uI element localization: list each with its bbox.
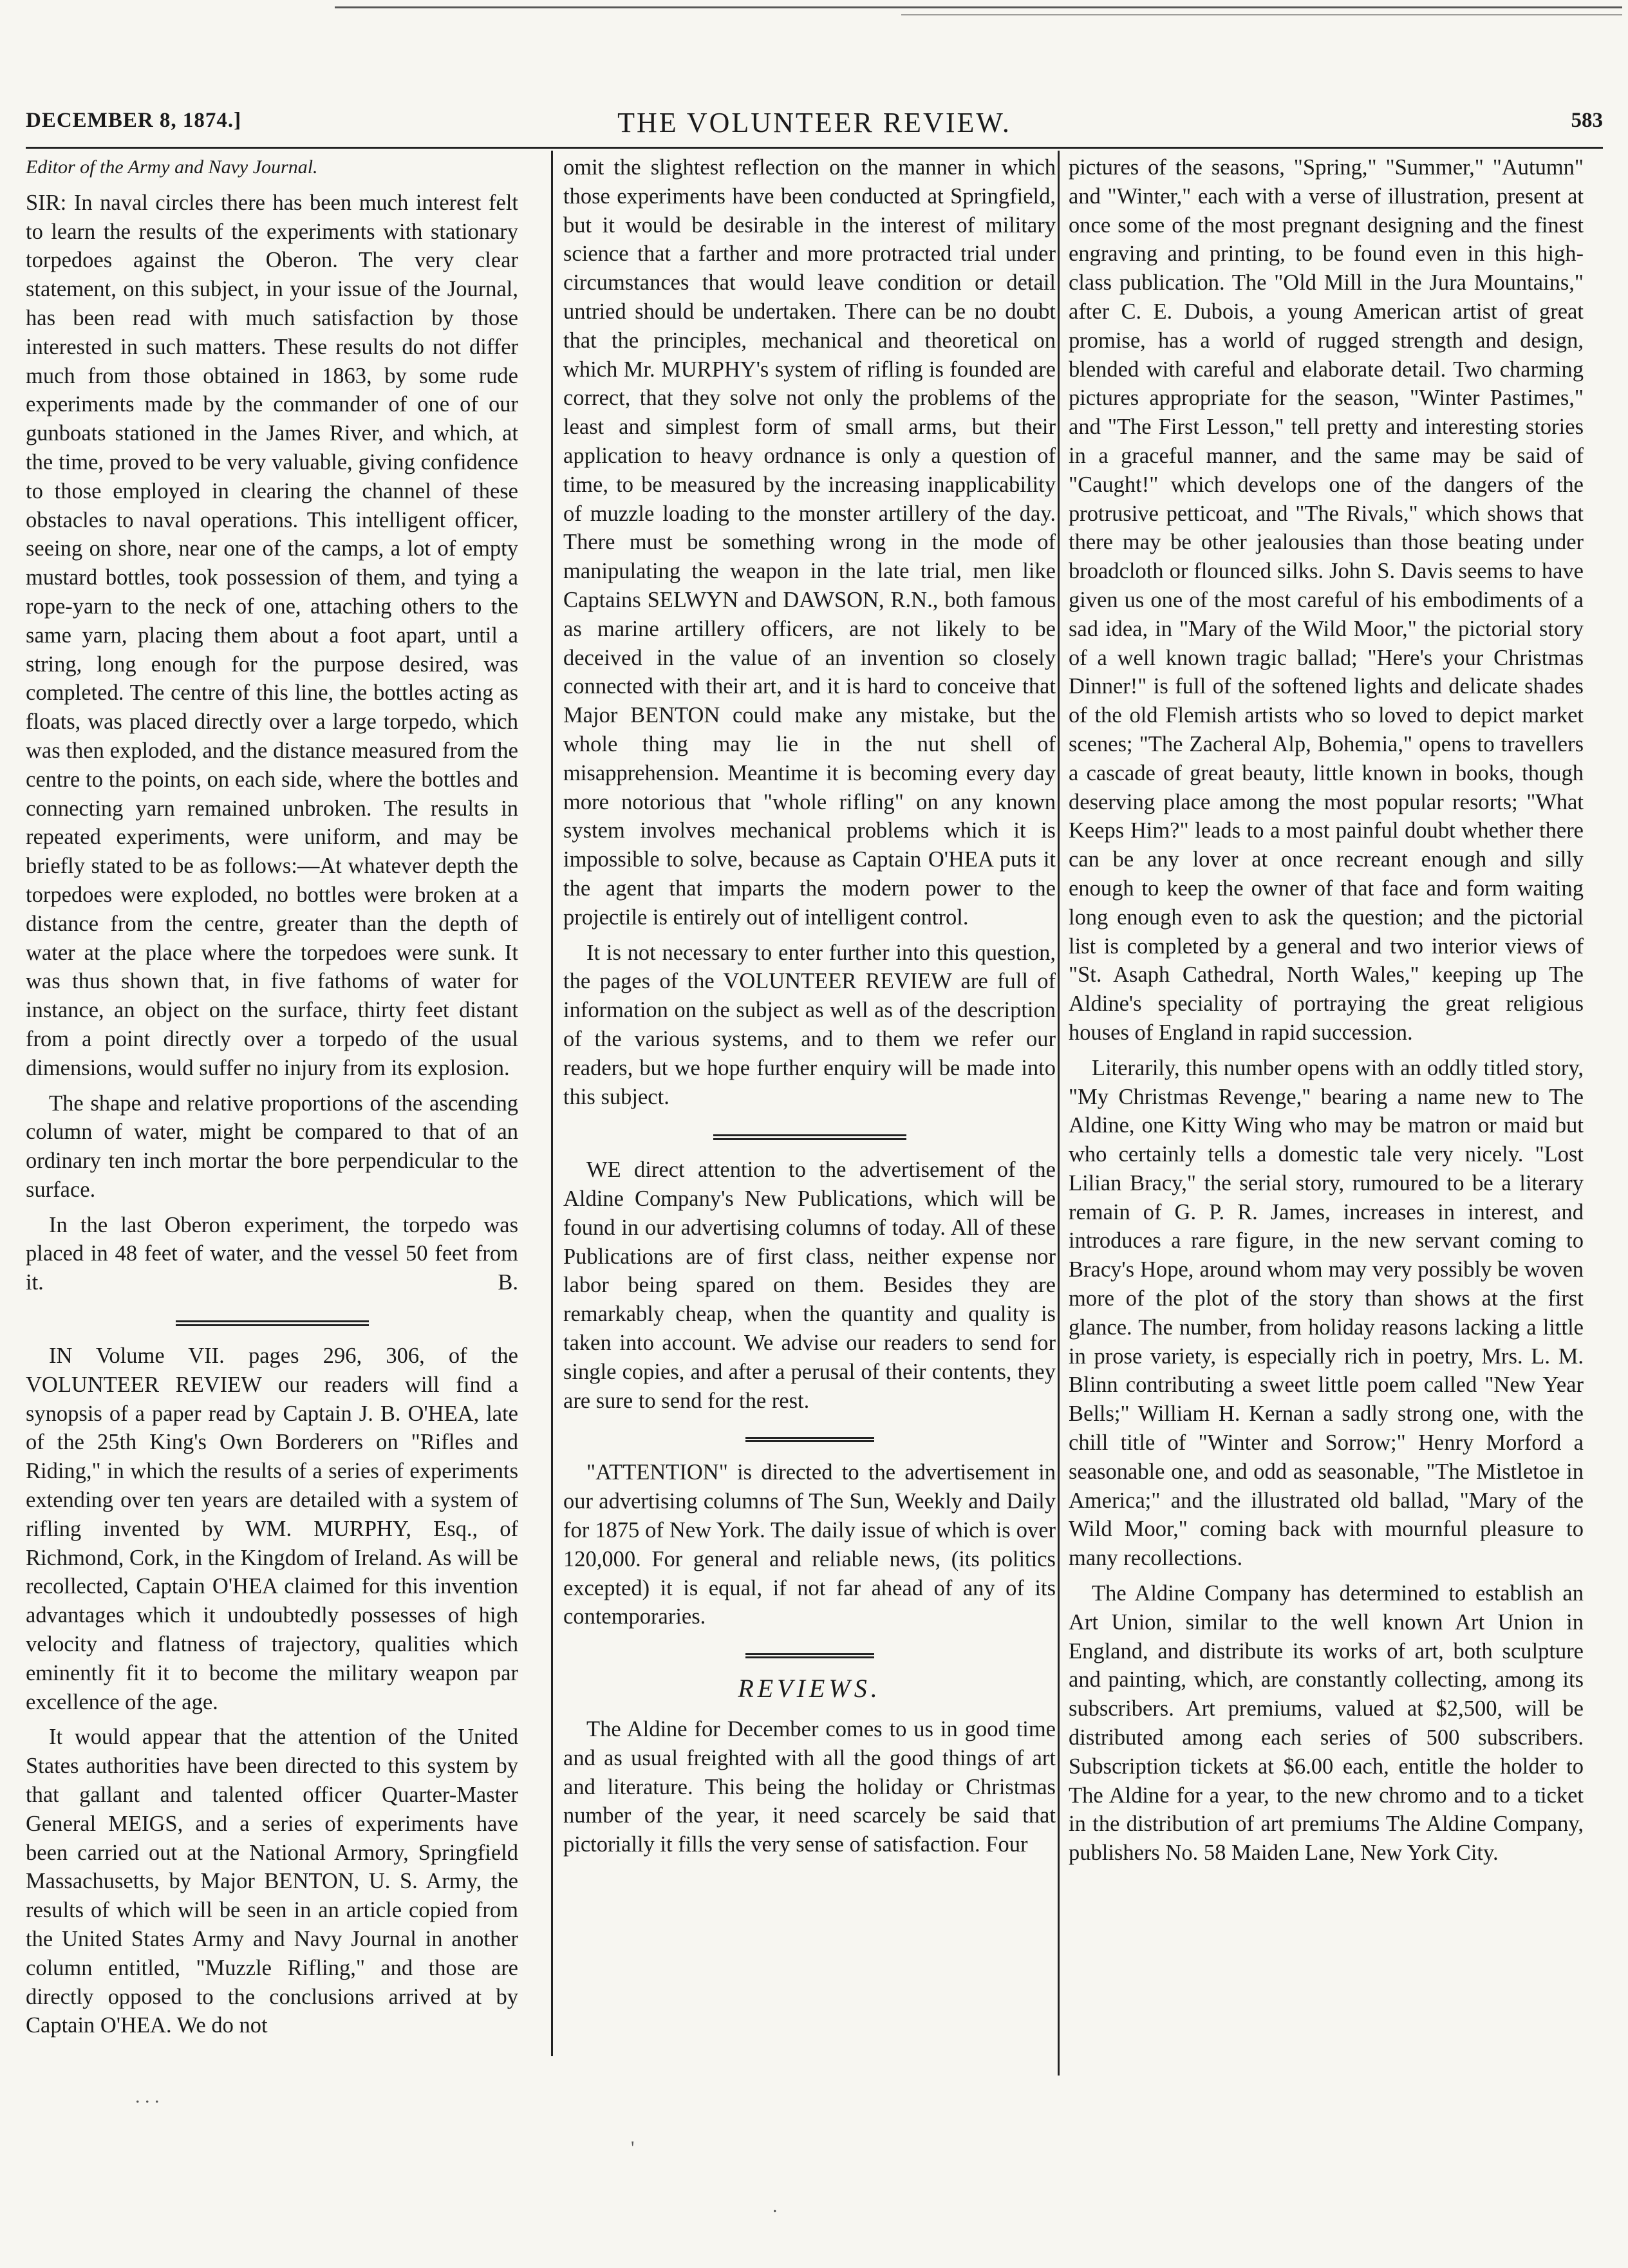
aldine-review-literary: Literarily, this number opens with an oddly titled story, "My Christmas Revenge," bearing a name new to The Aldine, one Kitty Wing who may be matron or maid but who certainly tells a domestic tale very nicely. "Lost Lilian Bracy," the serial story, rumoured to be a literary remain of G. P. R. James, increases in interest, and introduces a rare figure, in the new servant coming to Bracy's Hope, around whom may very possibly be woven more of the plot of the story than shows at the first glance. The number, from holiday reasons lacking a little in prose variety, is especially rich in poetry, Mrs. L. M. Blinn contributing a sweet little poem called "New Year Bells;" William H. Kernan a sadly strong one, with the chill title of "Winter and Sorrow;" Henry Morford a seasonable one, and odd as seasonable, "The Mistletoe in America;" and the illustrated old ballad, "Mary of the Wild Moor," coming back with mournful pleasure to many recollections. bbox=[1069, 1055, 1584, 1571]
column-divider-1 bbox=[551, 151, 553, 2056]
reviews-heading: REVIEWS. bbox=[738, 1674, 881, 1703]
masthead-title: THE VOLUNTEER REVIEW. bbox=[617, 107, 1011, 138]
sun-advert-notice: "ATTENTION" is directed to the advertisement in our advertising columns of The Sun, Weekly and Daily for 1875 of New York. The daily issue of which is over 120,000. For general and reliable news, (its politics excepted) it is equal, if not far ahead of any of its contemporaries. bbox=[563, 1460, 1056, 1629]
aldine-art-union: The Aldine Company has determined to establish an Art Union, similar to the well known Art Union in England, and distribute its works of art, both sculpture and painting, which, are constantly collecting, among its subscribers. Art premiums, valued at $2,500, will be distributed among each series of 500 subscribers. Subscription tickets at $6.00 each, entitle the holder to The Aldine for a year, to the new chromo and to a ticket in the distribution of art premiums The Aldine Company, publishers No. 58 Maiden Lane, New York City. bbox=[1069, 1581, 1584, 1866]
letter-addressee: Editor of the Army and Navy Journal. bbox=[26, 156, 318, 178]
letter-paragraph-oberon-text: In the last Oberon experiment, the torpedo was placed in 48 feet of water, and the vessel 50 feet from it. bbox=[26, 1212, 518, 1295]
column-2 bbox=[563, 153, 1056, 1866]
column-3 bbox=[1069, 153, 1584, 1874]
page-number: 583 bbox=[1571, 109, 1603, 132]
letter-signature: B. bbox=[498, 1270, 518, 1295]
rifling-article-conclusion: omit the slightest reflection on the manner in which those experiments have been conducted at Springfield, but it would be desirable in the interest of military science that a farther and more protracted trial under circumstances that would leave condition or detail untried should be undertaken. There can be no doubt that the principles, mechanical and theoretical on which Mr. MURPHY's system of rifling is founded are correct, that they solve not only the problems of the least and simplest form of small arms, but their application to heavy ordnance is only a question of time, to be measured by the increasing inapplicability of muzzle loading to the monster artillery of the day. There must be something wrong in the mode of manipulating the weapon in the late trial, men like Captains SELWYN and DAWSON, R.N., both famous as marine artillery officers, are not likely to be deceived in the value of an invention so closely connected with their art, and it is hard to conceive that Major BENTON could make any mistake, but the whole thing may lie in the nut shell of misapprehension. Meantime it is becoming every day more notorious that "whole rifling" on any known system involves mechanical problems which it is impossible to solve, because as Captain O'HEA puts it the agent that imparts the modern power to the projectile is entirely out of intelligent control. bbox=[563, 155, 1056, 930]
letter-body: SIR: In naval circles there has been much interest felt to learn the results of the experiments with stationary torpedoes against the Oberon. The very clear statement, on this subject, in your issue of the Journal, has been read with much satisfaction by those interested in such matters. These results do not differ much from those obtained in 1863, by some rude experiments made by the commander of one of our gunboats stationed in the James River, and which, at the time, proved to be very valuable, giving confidence to those employed in clearing the channel of these obstacles to naval operations. This intelligent officer, seeing on shore, near one of the camps, a lot of empty mustard bottles, took possession of them, and tying a rope-yarn to the neck of one, attaching others to the same yarn, placing them about a foot apart, until a string, long enough for the purpose desired, was completed. The centre of this line, the bottles acting as floats, was placed directly over a large torpedo, which was then exploded, and the distance measured from the centre to the points, on each side, where the bottles and connecting yarn remained unbroken. The results in repeated experiments, were uniform, and may be briefly stated to be as follows:—At whatever depth the torpedoes were exploded, no bottles were broken at a distance from the centre, greater than the depth of water at the place where the torpedoes were sunk. It was thus shown that, in five fathoms of water for instance, an object on the surface, thirty feet distant from a point directly over a torpedo of the usual dimensions, would suffer no injury from its explosion. bbox=[26, 190, 518, 1080]
article-separator bbox=[713, 1134, 906, 1136]
rifling-article-continued: It would appear that the attention of the United States authorities have been directed to this system by that gallant and talented officer Quarter-Master General MEIGS, and a series of experiments have been carried out at the National Armory, Springfield Massachusetts, by Major BENTON, U. S. Army, the results of which will be seen in an article copied from the United States Army and Navy Journal in another column entitled, "Muzzle Rifling," and those are directly opposed to the conclusions arrived at by Captain O'HEA. We do not bbox=[26, 1725, 518, 2038]
column-divider-2 bbox=[1058, 151, 1060, 2076]
article-separator bbox=[176, 1320, 369, 1322]
masthead-rule bbox=[26, 147, 1603, 149]
letter-paragraph-oberon bbox=[26, 1211, 518, 1297]
column-1 bbox=[26, 153, 518, 2047]
top-edge-rule-secondary bbox=[901, 14, 1622, 15]
top-edge-rule bbox=[335, 6, 1622, 8]
scan-speckle: . bbox=[772, 2195, 778, 2216]
scan-speckle: ' bbox=[631, 2137, 635, 2159]
scan-speckle: . . . bbox=[135, 2086, 160, 2107]
masthead-date: DECEMBER 8, 1874.] bbox=[26, 109, 242, 132]
aldine-advert-notice: WE direct attention to the advertisement of the Aldine Company's New Publications, which will be found in our advertising columns of today. All of these Publications are of first class, neither expense nor labor being spared on them. Besides they are remarkably cheap, when the quantity and quality is taken into account. We advise our readers to send for single copies, and after a perusal of their contents, they are sure to send for the rest. bbox=[563, 1157, 1056, 1413]
article-separator bbox=[745, 1437, 874, 1439]
letter-paragraph-water-column: The shape and relative proportions of the ascending column of water, might be compared to that of an ordinary ten inch mortar the bore perpendicular to the surface. bbox=[26, 1091, 518, 1202]
masthead bbox=[26, 106, 1603, 145]
rifling-article-final: It is not necessary to enter further into this question, the pages of the VOLUNTEER REVIEW are full of information on the subject as well as of the description of the various systems, and to them we refer our readers, but we hope further enquiry will be made into this subject. bbox=[563, 940, 1056, 1109]
article-separator bbox=[745, 1653, 874, 1655]
aldine-review-intro: The Aldine for December comes to us in good time and as usual freighted with all the good things of art and literature. This being the holiday or Christmas number of the year, it need scarcely be said that pictorially it fills the very sense of satisfaction. Four bbox=[563, 1717, 1056, 1857]
rifling-article-intro: IN Volume VII. pages 296, 306, of the VOLUNTEER REVIEW our readers will find a synopsis of a paper read by Captain J. B. O'HEA, late of the 25th King's Own Borderers on "Rifles and Riding," in which the results of a series of experiments extending over ten years are detailed with a system of rifling invented by WM. MURPHY, Esq., of Richmond, Cork, in the Kingdom of Ireland. As will be recollected, Captain O'HEA claimed for this invention advantages which it undoubtedly possesses of high velocity and flatness of trajectory, qualities which eminently fit it to become the military weapon par excellence of the age. bbox=[26, 1344, 518, 1714]
aldine-review-pictures: pictures of the seasons, "Spring," "Summer," "Autumn" and "Winter," each with a verse of illustration, present at once some of the most pregnant designing and the finest engraving and printing, to be found even in this high-class publication. The "Old Mill in the Jura Mountains," after C. E. Dubois, a young American artist of great promise, has a world of rugged strength and design, blended with careful and elaborate detail. Two charming pictures appropriate for the season, "Winter Pastimes," and "The First Lesson," tell pretty and interesting stories in a graceful manner, and the same may be said of "Caught!" which develops one of the dangers of the protrusive petticoat, and "The Rivals," which shows that there may be other jealousies than those beating under broadcloth or flounced silks. John S. Davis seems to have given us one of the most careful of his embodiments of a sad idea, in "Mary of the Wild Moor," the pictorial story of a well known tragic ballad; "Here's your Christmas Dinner!" is full of the softened lights and delicate shades of the old Flemish artists who so loved to depict market scenes; "The Zacheral Alp, Bohemia," opens to travellers a cascade of great beauty, little known in books, though deserving place among the most popular resorts; "What Keeps Him?" leads to a most painful doubt whether there can be any lover at once recreant enough and silly enough to keep the owner of that face and form waiting long enough even to ask the question; and the pictorial list is completed by a general and two interior views of "St. Asaph Cathedral, North Wales," keeping up The Aldine's speciality of portraying the great religious houses of England in rapid succession. bbox=[1069, 155, 1584, 1045]
